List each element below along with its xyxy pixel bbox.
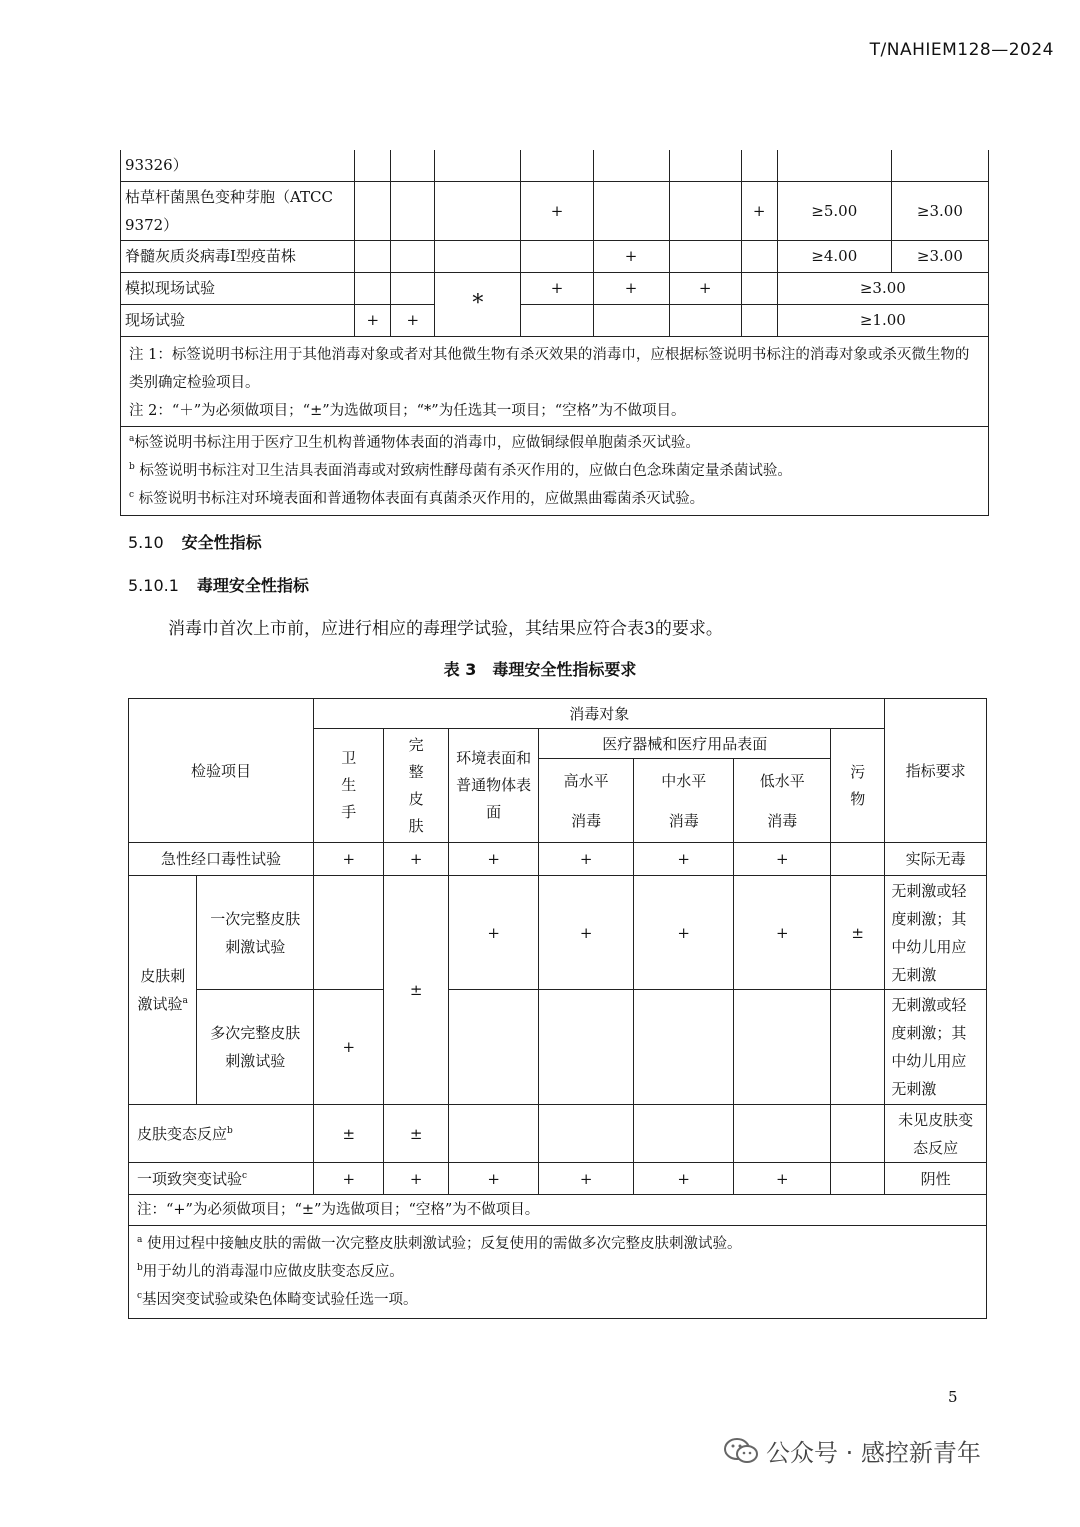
cell-mark: +	[593, 240, 669, 272]
cell-mark: +	[314, 1163, 384, 1195]
toxicology-table	[128, 698, 987, 1319]
table-caption: 表 3 毒理安全性指标要求	[443, 660, 637, 679]
test-name: 模拟现场试验	[121, 272, 355, 304]
cell-value: ≥4.00	[777, 240, 891, 272]
organism-name: 枯草杆菌黑色变种芽胞（ATCC 9372）	[121, 181, 355, 240]
cell-value: ≥3.00	[891, 181, 988, 240]
cell-mark: +	[633, 1163, 734, 1195]
header-env: 环境表面和普通物体表面	[448, 729, 539, 843]
table-row	[129, 876, 987, 990]
cell-value: ≥5.00	[777, 181, 891, 240]
cell-mark: +	[384, 1163, 448, 1195]
organism-name: 脊髓灰质炎病毒I型疫苗株	[121, 240, 355, 272]
skin-irritation-group: 皮肤刺激试验$^a$	[129, 876, 197, 1105]
body-paragraph: 消毒巾首次上市前，应进行相应的毒理学试验，其结果应符合表3的要求。	[168, 619, 723, 639]
cell-mark: +	[734, 843, 831, 876]
organism-name: 93326）	[121, 150, 355, 181]
note-1: 注 1：标签说明书标注用于其他消毒对象或者对其他微生物有杀灭效果的消毒巾，应根据标签说明书标注的消毒对象或杀灭微生物的类别确定检验项目。	[129, 346, 970, 391]
cell-mark: +	[384, 843, 448, 876]
table-row	[129, 1105, 987, 1163]
requirement: 无刺激或轻度刺激；其中幼儿用应无刺激	[885, 876, 987, 990]
wechat-icon	[724, 1437, 758, 1465]
cell-mark: +	[355, 304, 391, 336]
cell-mark: +	[669, 272, 741, 304]
cell-value: ≥3.00	[891, 240, 988, 272]
cell-mark: +	[539, 843, 634, 876]
cell-mark: ±	[384, 1105, 448, 1163]
test-name: 多次完整皮肤刺激试验	[197, 990, 314, 1105]
table-row	[129, 843, 987, 876]
header-hand: 卫生手	[341, 749, 357, 821]
section-heading-5-10: 5.10 安全性指标	[128, 533, 262, 552]
test-name: 急性经口毒性试验	[129, 843, 314, 876]
header-mid-level: 中水平 消毒	[633, 759, 734, 843]
cell-mark: +	[448, 843, 539, 876]
page-number: 5	[948, 1388, 958, 1406]
test-name: 现场试验	[121, 304, 355, 336]
cell-mark: ±	[384, 876, 448, 1105]
cell-mark: ±	[314, 1105, 384, 1163]
cell-mark: ±	[831, 876, 885, 990]
table-row	[121, 181, 989, 240]
test-items-table-continued	[120, 150, 989, 516]
section-heading-5-10-1: 5.10.1 毒理安全性指标	[128, 576, 309, 595]
standard-id: T/NAHIEM128—2024	[869, 40, 1054, 60]
table-row	[121, 240, 989, 272]
cell-mark: +	[593, 272, 669, 304]
requirement: 实际无毒	[885, 843, 987, 876]
header-low-level: 低水平 消毒	[734, 759, 831, 843]
cell-mark: +	[521, 272, 593, 304]
cell-mark: +	[314, 990, 384, 1105]
footnote-c: $^c$ 标签说明书标注对环境表面和普通物体表面有真菌杀灭作用的，应做黑曲霉菌杀灭试验。	[129, 489, 705, 507]
table-row	[129, 1163, 987, 1195]
footnote-b: $^b$用于幼儿的消毒湿巾应做皮肤变态反应。	[137, 1263, 404, 1280]
cell-value: ≥3.00	[777, 272, 988, 304]
requirement: 未见皮肤变态反应	[885, 1105, 987, 1163]
note-2: 注 2：“＋”为必须做项目；“±”为选做项目；“*”为任选其一项目；“空格”为不做项目。	[129, 402, 686, 419]
requirement: 无刺激或轻度刺激；其中幼儿用应无刺激	[885, 990, 987, 1105]
table-row	[121, 272, 989, 304]
test-name: 一次完整皮肤刺激试验	[197, 876, 314, 990]
cell-mark: +	[734, 876, 831, 990]
cell-mark: +	[734, 1163, 831, 1195]
cell-mark: +	[521, 181, 593, 240]
cell-value: ≥1.00	[777, 304, 988, 336]
cell-mark: +	[633, 843, 734, 876]
footnote-a: $^a$标签说明书标注用于医疗卫生机构普通物体表面的消毒巾，应做铜绿假单胞菌杀灭试验。	[129, 433, 700, 451]
header-medical: 医疗器械和医疗用品表面	[539, 729, 831, 759]
wechat-label: 公众号 · 感控新青年	[766, 1439, 981, 1467]
cell-mark: +	[539, 876, 634, 990]
cell-mark: +	[314, 843, 384, 876]
header-requirement: 指标要求	[885, 699, 987, 843]
table-row	[121, 150, 989, 181]
header-item: 检验项目	[129, 699, 314, 843]
cell-mark: +	[741, 181, 777, 240]
footnote-b: $^b$ 标签说明书标注对卫生洁具表面消毒或对致病性酵母菌有杀灭作用的，应做白色念珠菌定量杀菌试验。	[129, 461, 792, 479]
wechat-watermark	[724, 1433, 981, 1468]
table-row	[121, 304, 989, 336]
header-dirt: 污物	[850, 762, 866, 808]
header-skin: 完整皮肤	[408, 735, 424, 835]
table-row	[129, 990, 987, 1105]
requirement: 阴性	[885, 1163, 987, 1195]
header-high-level: 高水平 消毒	[539, 759, 634, 843]
test-name: 一项致突变试验$^c$	[129, 1163, 314, 1195]
cell-mark: +	[448, 1163, 539, 1195]
cell-mark: +	[633, 876, 734, 990]
any-one-mark: *	[435, 272, 521, 336]
table3-note: 注：“+”为必须做项目；“±”为选做项目；“空格”为不做项目。	[129, 1195, 987, 1226]
header-objects: 消毒对象	[314, 699, 885, 729]
footnote-a: $^a$ 使用过程中接触皮肤的需做一次完整皮肤刺激试验；反复使用的需做多次完整皮肤刺激试验。	[137, 1235, 742, 1252]
cell-mark: +	[391, 304, 435, 336]
footnote-c: $^c$基因突变试验或染色体畸变试验任选一项。	[137, 1291, 418, 1308]
cell-mark: +	[448, 876, 539, 990]
test-name: 皮肤变态反应$^b$	[129, 1105, 314, 1163]
cell-mark: +	[539, 1163, 634, 1195]
